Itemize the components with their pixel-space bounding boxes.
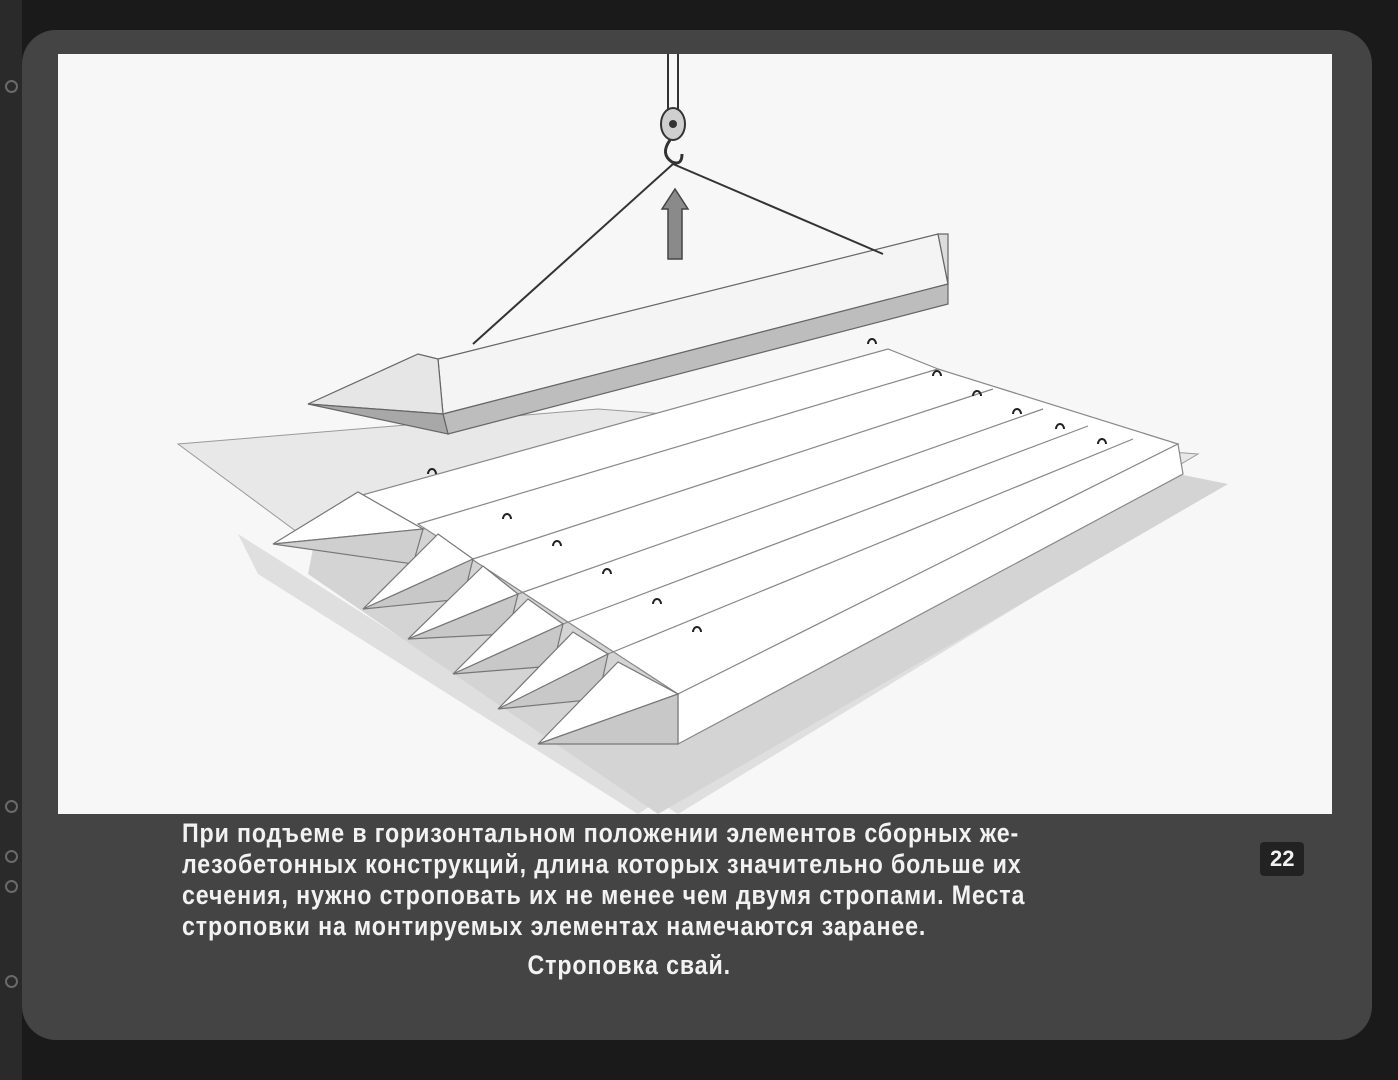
film-perforation <box>5 975 18 988</box>
crane-hook-icon <box>661 108 685 163</box>
caption-line: строповки на монтируемых элементах намечаются заранее. <box>182 911 927 941</box>
film-perforation <box>5 850 18 863</box>
frame-number-badge: 22 <box>1260 842 1304 876</box>
lift-direction-arrow-icon <box>662 189 688 259</box>
slide-caption <box>182 818 1076 981</box>
caption-line: лезобетонных конструкций, длина которых значительно больше их <box>182 849 1022 879</box>
film-perforation <box>5 800 18 813</box>
caption-line: сечения, нужно строповать их не менее чем двумя стропами. Места <box>182 880 1026 910</box>
slide-title: Строповка свай. <box>527 950 731 980</box>
film-perforation <box>5 80 18 93</box>
slide-frame <box>22 30 1372 1040</box>
film-perforation <box>5 880 18 893</box>
caption-line: При подъеме в горизонтальном положении элементов сборных же- <box>182 818 1020 848</box>
film-strip-edge <box>0 0 22 1080</box>
pile-slinging-illustration <box>58 54 1332 814</box>
